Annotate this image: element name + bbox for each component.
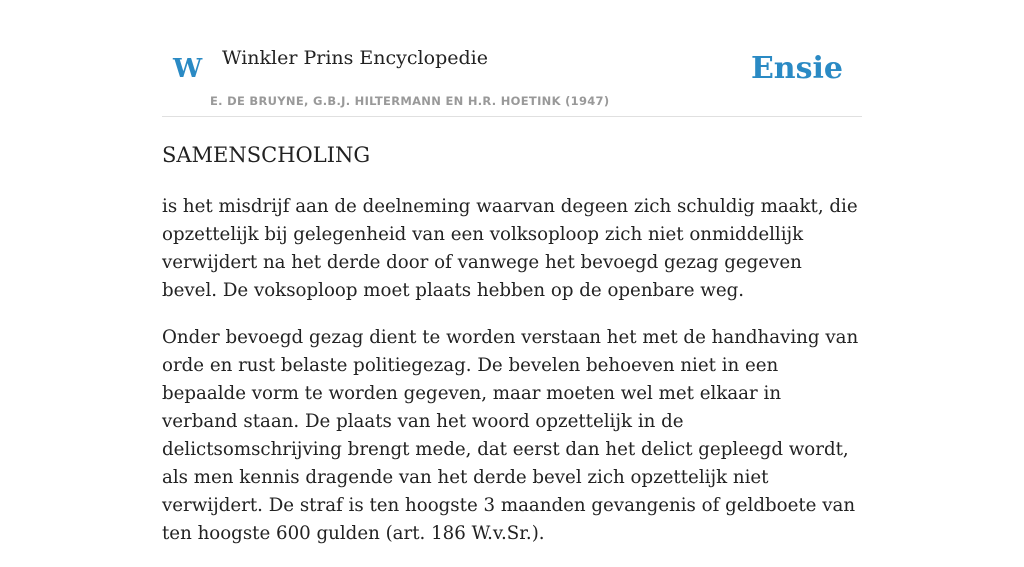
article-paragraph: is het misdrijf aan de deelneming waarvan degeen zich schuldig maakt, die opzettelijk bij gelegenheid van een volksoploop zich niet onmiddellijk verwijdert na het derde door of vanwege het bevoegd gezag gegeven bevel. De voksoploop moet plaats hebben op de openbare weg. [162, 196, 858, 301]
article-body [162, 138, 862, 567]
article-paragraph: Onder bevoegd gezag dient te worden verstaan het met de handhaving van orde en rust belaste politiegezag. De bevelen behoeven niet in een bepaalde vorm te worden gegeven, maar moeten wel met elkaar in verband staan. De plaats van het woord opzettelijk in de delictsomschrijving brengt mede, dat eerst dan het delict gepleegd wordt, als men kennis dragende van het derde bevel zich opzettelijk niet verwijdert. De straf is ten hoogste 3 maanden gevangenis of geldboete van ten hoogste 600 gulden (art. 186 W.v.Sr.). [162, 327, 859, 544]
article-title: SAMENSCHOLING [162, 143, 371, 167]
ensie-brand-link[interactable]: Ensie [750, 51, 843, 86]
winkler-prins-logo[interactable]: W [173, 54, 203, 84]
page-header [162, 0, 862, 117]
publication-authors: E. DE BRUYNE, G.B.J. HILTERMANN EN H.R. HOETINK (1947) [210, 94, 610, 108]
publication-title[interactable]: Winkler Prins Encyclopedie [222, 47, 488, 69]
